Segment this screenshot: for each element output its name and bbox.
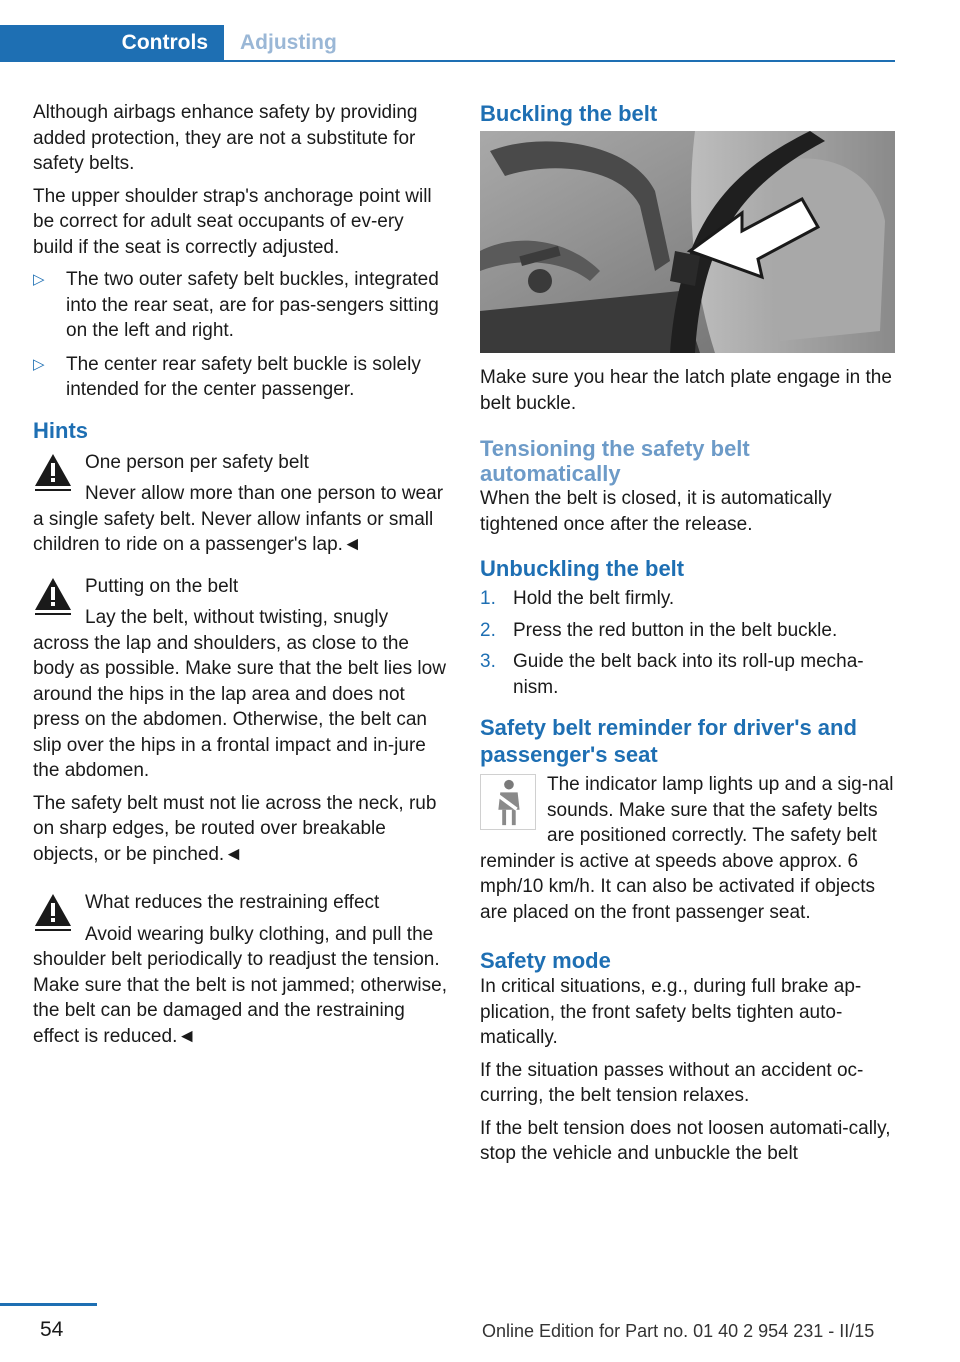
footer-rule: [0, 1303, 97, 1306]
list-item: 1. Hold the belt firmly.: [480, 588, 675, 609]
warning-body-2: The safety belt must not lie across the neck, rub on sharp edges, be routed over breakable objects, or be pinched.◄: [33, 792, 437, 865]
warning-one-person: [33, 450, 448, 558]
header-rule: [0, 60, 895, 62]
unbuckling-steps: [480, 586, 895, 700]
list-item: 3. Guide the belt back into its roll-up mecha‐nism.: [480, 651, 864, 698]
safety-mode-heading: Safety mode: [480, 948, 611, 973]
triangle-bullet-icon: ▷: [33, 355, 45, 373]
warning-title: What reduces the restraining effect: [85, 892, 380, 913]
warning-title: One person per safety belt: [85, 451, 309, 473]
page-header: [0, 0, 960, 62]
reminder-block: [480, 772, 895, 925]
tab-adjusting[interactable]: Adjusting: [240, 31, 337, 54]
warning-triangle-icon: [33, 450, 73, 492]
buckling-heading: Buckling the belt: [480, 101, 658, 126]
right-column: [480, 100, 895, 1174]
warning-restraining: [33, 890, 448, 1049]
warning-putting-on: [33, 574, 448, 875]
warning-title: Putting on the belt: [85, 575, 239, 597]
list-item: ▷ The center rear safety belt buckle is solely intended for the center passenger.: [33, 353, 421, 400]
safety-mode-paragraph-3: If the belt tension does not loosen automati‐cally, stop the vehicle and unbuckle the belt: [480, 1117, 891, 1164]
warning-body: Lay the belt, without twisting, snugly across the lap and shoulders, as close to the body as possible. Make sure that the belt lies low around the hips in the lap area and does not press on the abdomen. Otherwise, the belt can slip over the hips in a frontal impact and in‐jure the abdomen.: [33, 607, 446, 781]
unbuckling-heading: Unbuckling the belt: [480, 556, 685, 581]
reminder-heading: Safety belt reminder for driver's and passenger's seat: [480, 715, 857, 767]
safety-mode-paragraph-2: If the situation passes without an accident oc‐curring, the belt tension relaxes.: [480, 1059, 864, 1106]
seat-belt-photo: [480, 131, 895, 353]
list-item: 2. Press the red button in the belt buckle.: [480, 619, 838, 641]
tensioning-heading: Tensioning the safety belt automatically: [480, 436, 750, 486]
buckling-text: Make sure you hear the latch plate engage in the belt buckle.: [480, 367, 892, 414]
triangle-bullet-icon: ▷: [33, 271, 45, 288]
warning-body: Never allow more than one person to wear a single safety belt. Never allow infants or small children to ride on a passenger's lap.◄: [33, 483, 444, 555]
warning-body: Avoid wearing bulky clothing, and pull the shoulder belt periodically to readjust the tension. Make sure that the belt is not jammed; otherwise, the belt can be damaged and the restraining effect is reduced.◄: [33, 923, 447, 1047]
hints-heading: Hints: [33, 417, 88, 443]
seat-buckle-list: [33, 267, 448, 403]
tab-controls[interactable]: Controls: [0, 25, 224, 61]
edition-text: Online Edition for Part no. 01 40 2 954 231 - II/15: [482, 1321, 875, 1341]
intro-paragraph-2: The upper shoulder strap's anchorage point will be correct for adult seat occupants of ev‐ery build if the seat is correctly adjusted.: [33, 185, 432, 258]
list-item: ▷ The two outer safety belt buckles, integrated into the rear seat, are for pas‐sengers sitting on the left and right.: [33, 269, 439, 341]
tensioning-text: When the belt is closed, it is automatically tightened once after the release.: [480, 488, 832, 535]
page-number: 54: [40, 1318, 64, 1341]
reminder-text: The indicator lamp lights up and a sig‐nal sounds. Make sure that the safety belts are positioned correctly. The safety belt reminder is active at speeds above approx. 6 mph/10 km/h. It can also be activated if objects are placed on the front passenger seat.: [480, 774, 894, 923]
seat-belt-reminder-icon: [480, 774, 536, 830]
safety-mode-paragraph-1: In critical situations, e.g., during full brake ap‐plication, the front safety belts tighten auto‐matically.: [480, 976, 862, 1048]
left-column: [33, 100, 448, 1059]
warning-triangle-icon: [33, 890, 73, 932]
intro-paragraph-1: Although airbags enhance safety by providing added protection, they are not a substitute for safety belts.: [33, 102, 418, 174]
warning-triangle-icon: [33, 574, 73, 616]
